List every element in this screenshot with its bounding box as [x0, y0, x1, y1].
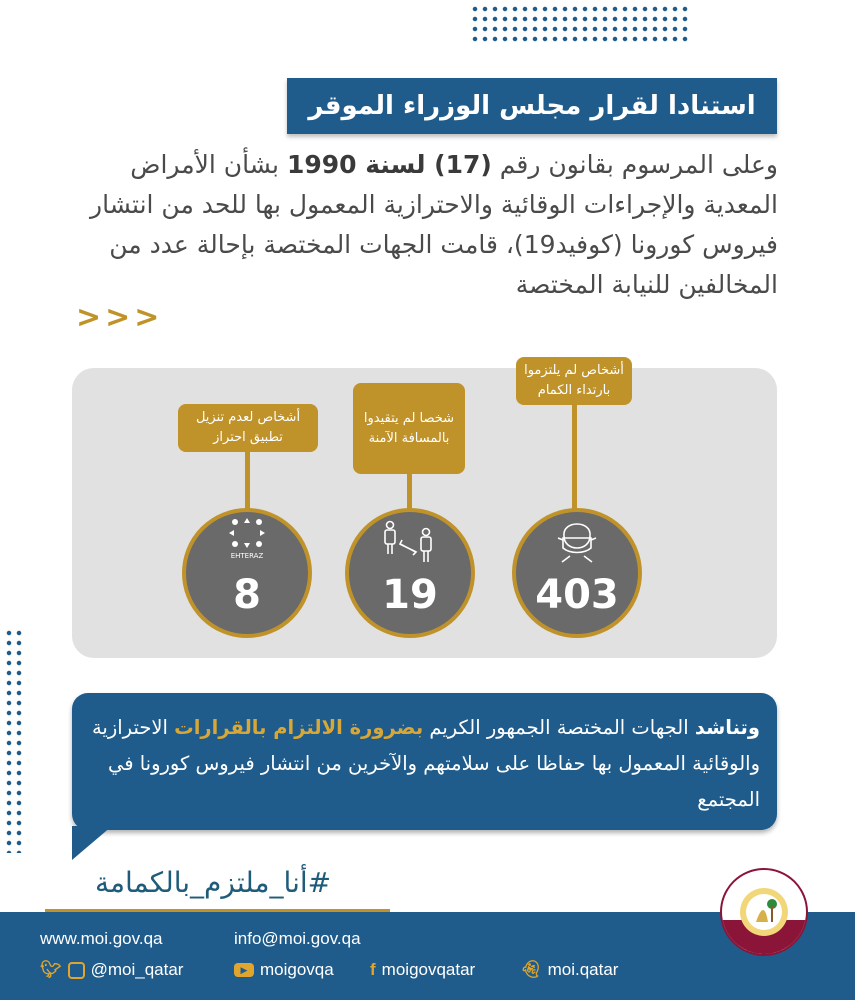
youtube-handle: moigovqa: [260, 960, 334, 979]
social-youtube[interactable]: [234, 960, 334, 980]
connector-line: [245, 452, 250, 512]
speech-tail: [72, 826, 112, 860]
chevrons-icon: >>>: [76, 300, 164, 335]
stat-value: 19: [382, 572, 438, 618]
decorative-dots-left: [4, 628, 24, 853]
email-link[interactable]: info@moi.gov.qa: [234, 929, 361, 948]
appeal-bold: وتناشد: [694, 716, 760, 739]
stat-value: 8: [233, 572, 261, 618]
stat-value: 403: [535, 572, 619, 618]
appeal-text-1: الجهات المختصة الجمهور الكريم: [423, 716, 695, 739]
page-title: استنادا لقرار مجلس الوزراء الموقر: [287, 78, 777, 134]
stat-circle-ehteraz: [182, 508, 312, 638]
facebook-icon: f: [370, 960, 376, 979]
snapchat-handle: moi.qatar: [547, 960, 619, 979]
connector-line: [407, 474, 412, 512]
intro-text: وعلى المرسوم بقانون رقم: [491, 150, 778, 179]
youtube-icon: ▶: [234, 963, 254, 977]
stat-label-distance: شخصا لم يتقيدوا بالمسافة الآمنة: [353, 383, 465, 474]
social-facebook[interactable]: [370, 960, 475, 980]
intro-paragraph: [70, 145, 778, 305]
social-twitter-instagram[interactable]: [40, 960, 183, 980]
appeal-highlight: بضرورة الالتزام بالقرارات: [174, 716, 424, 739]
ehteraz-logo-icon: [225, 516, 269, 568]
svg-text:EHTERAZ: EHTERAZ: [230, 552, 264, 560]
website-link[interactable]: www.moi.gov.qa: [40, 929, 163, 948]
snapchat-icon: 👻︎: [520, 960, 542, 979]
decorative-dots-top: [470, 4, 690, 42]
twitter-handle: @moi_qatar: [90, 960, 184, 979]
stat-circle-distance: [345, 508, 475, 638]
moi-qatar-logo: [720, 868, 808, 956]
social-snapchat[interactable]: [520, 960, 618, 980]
facebook-handle: moigovqatar: [381, 960, 476, 979]
law-reference: (17) لسنة 1990: [286, 150, 492, 179]
stat-label-ehteraz: أشخاص لعدم تنزيل تطبيق احتراز: [178, 404, 318, 452]
stat-circle-mask: [512, 508, 642, 638]
twitter-icon: 🐦︎: [40, 960, 62, 979]
stat-label-mask: أشخاص لم يلتزموا بارتداء الكمام: [516, 357, 632, 405]
instagram-icon: [68, 962, 85, 979]
intro-text-rest: بشأن الأمراض المعدية والإجراءات الوقائية والاحترازية المعمول بها للحد من انتشار فيروس كورونا (كوفيد19)، قامت الجهات المختصة بإحالة عدد من المخالفين للنيابة المختصة: [90, 150, 778, 299]
appeal-text: [90, 710, 760, 818]
appeal-text-2: الاحترازية والوقائية المعمول بها حفاظا على سلامتهم والآخرين من انتشار فيروس كورونا في المجتمع: [91, 716, 760, 811]
connector-line: [572, 405, 577, 512]
social-distance-icon: [380, 520, 440, 568]
face-mask-icon: [554, 516, 600, 568]
hashtag: #أنا_ملتزم_بالكمامة: [95, 866, 332, 899]
